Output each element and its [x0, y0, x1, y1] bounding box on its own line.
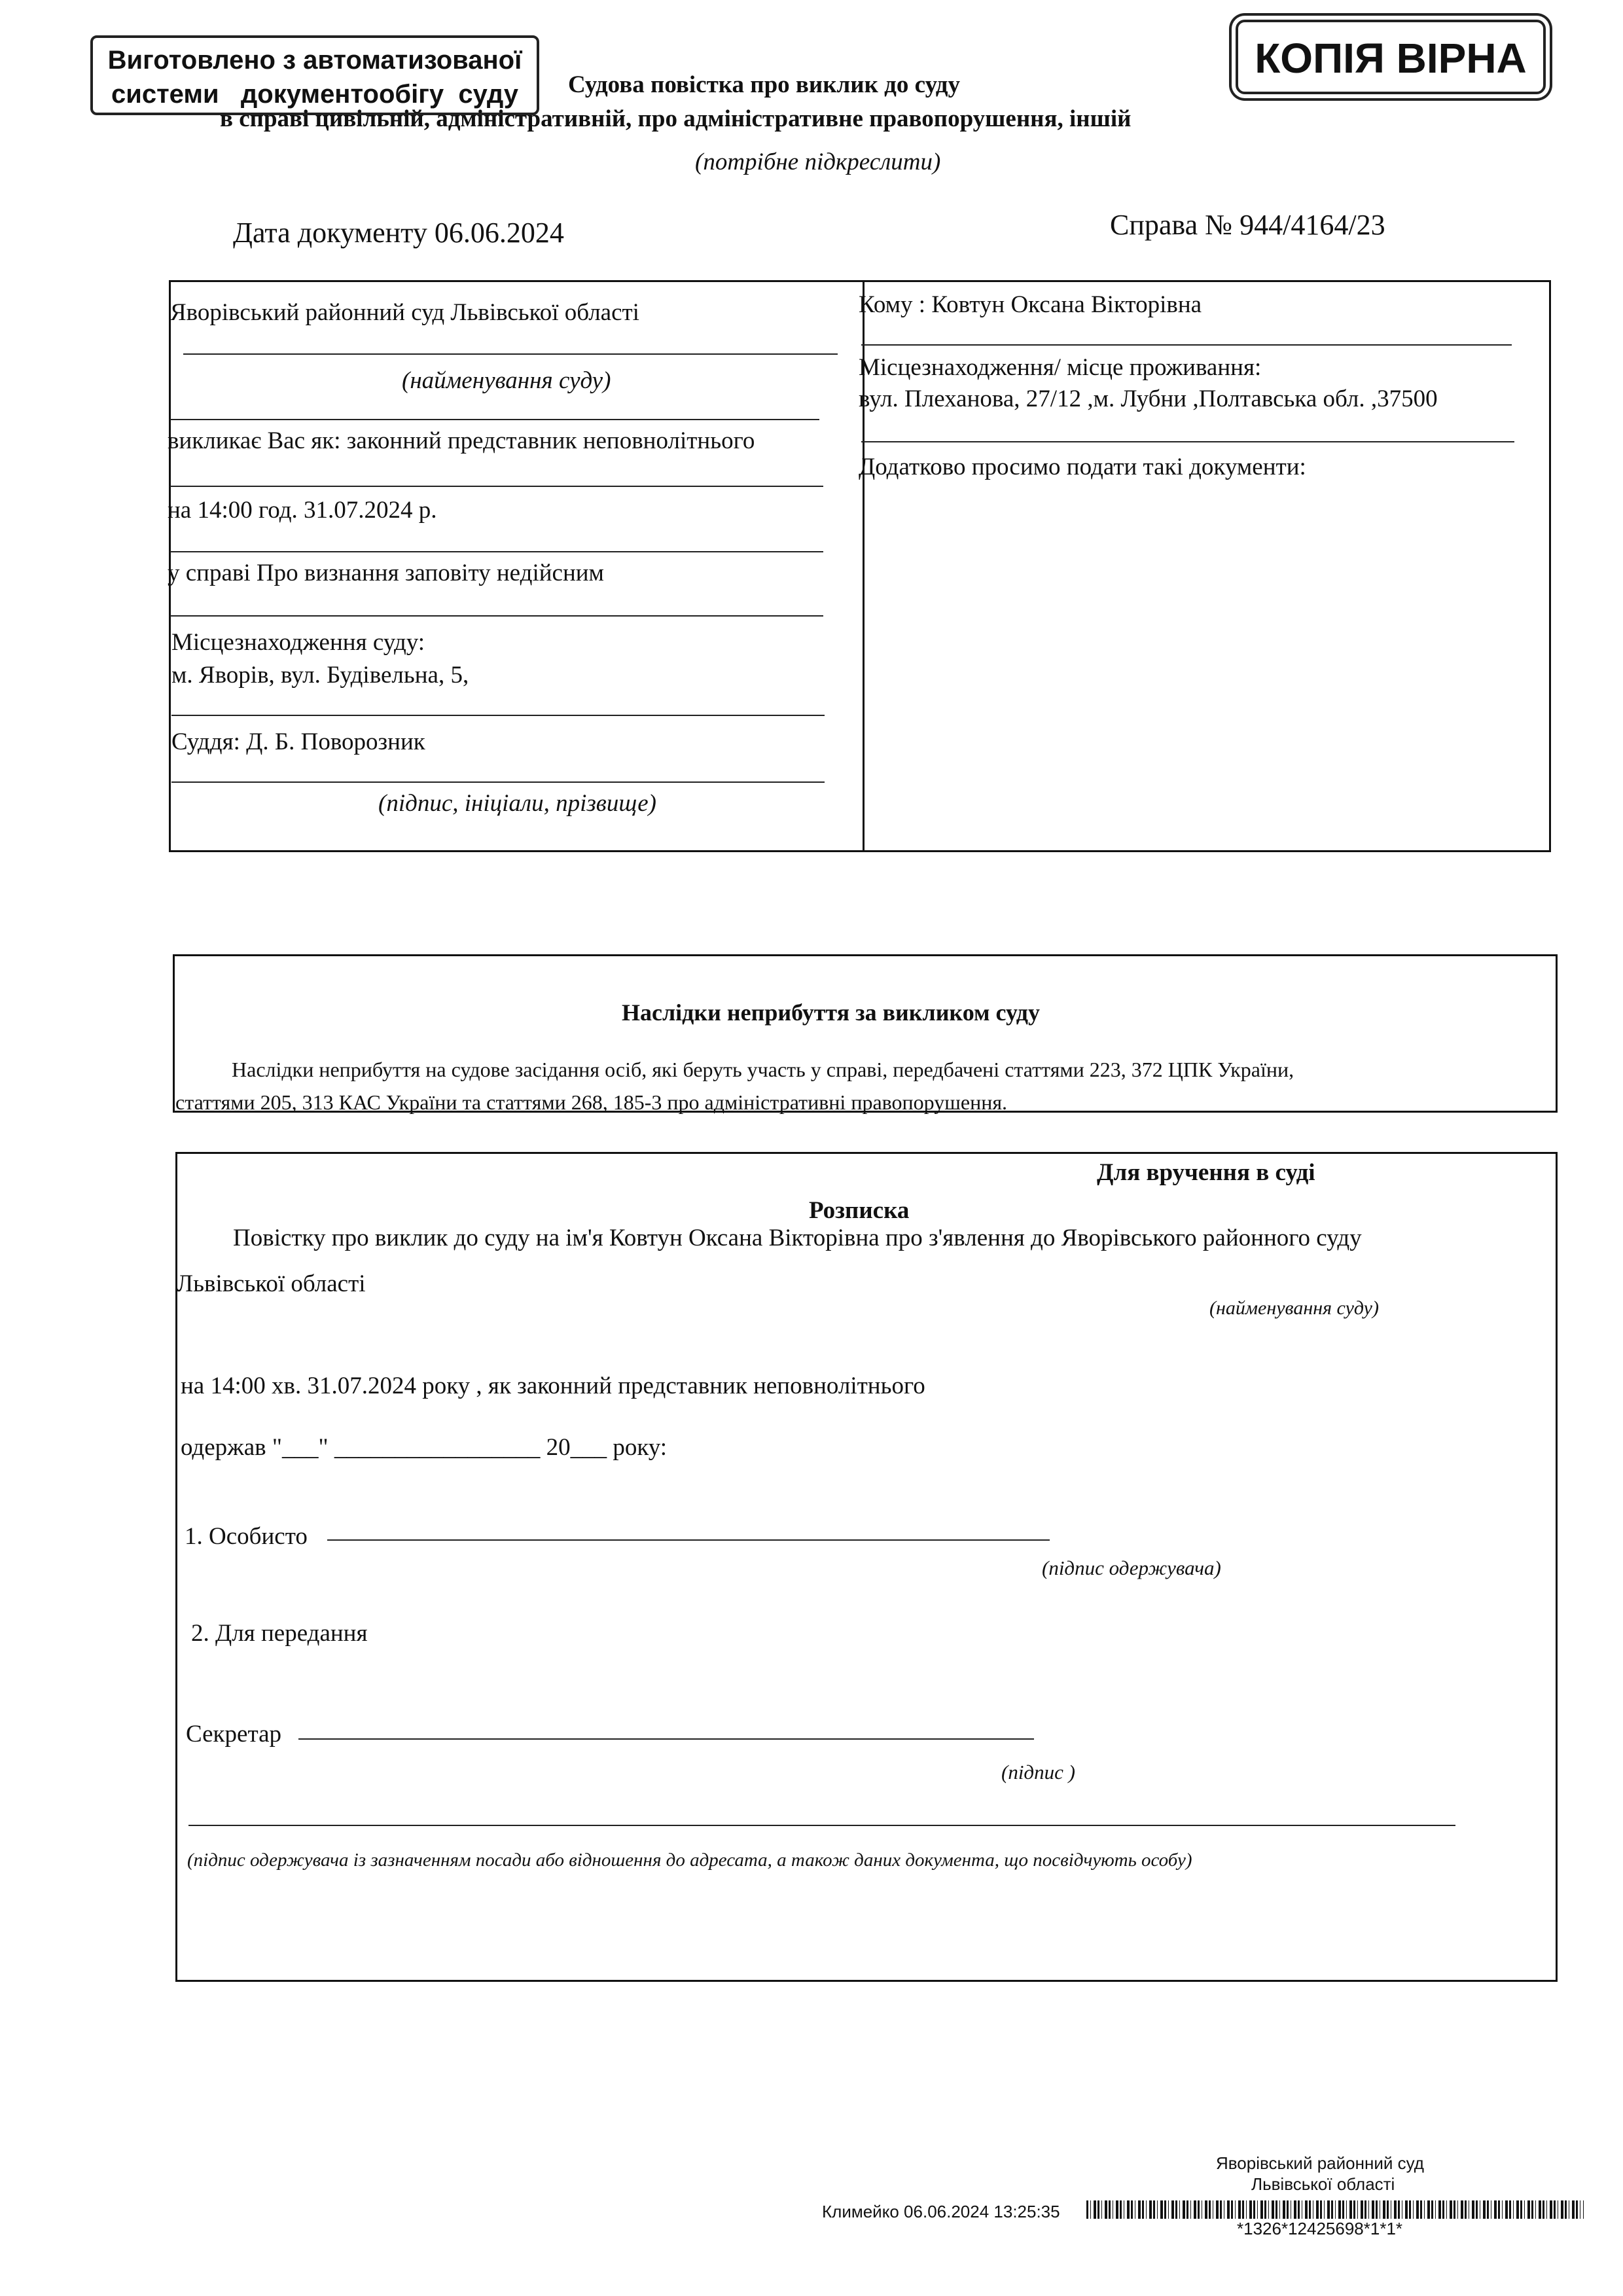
barcode-text: *1326*12425698*1*1* [1237, 2219, 1403, 2238]
court-location-value: м. Яворів, вул. Будівельна, 5, [171, 662, 469, 689]
court-name: Яворівський районний суд Львівської області [170, 299, 639, 326]
consequences-heading: Наслідки неприбуття за викликом суду [622, 999, 1040, 1026]
receipt-heading: Розписка [809, 1197, 910, 1224]
residence-label: Місцезнаходження/ місце проживання: [859, 354, 1262, 381]
received-date-line: одержав "___" _________________ 20___ року: [181, 1434, 668, 1461]
document-title: Судова повістка про виклик до суду [568, 71, 960, 98]
personally-label: 1. Особисто [185, 1523, 308, 1550]
receipt-time-line: на 14:00 хв. 31.07.2024 року , як законний представник неповнолітнього [181, 1372, 925, 1399]
court-name-caption: (найменування суду) [402, 367, 611, 394]
automated-system-stamp [90, 35, 539, 115]
receipt-text-line2: Львівської області [177, 1270, 366, 1297]
judge-name: Суддя: Д. Б. Поворозник [171, 728, 425, 755]
document-subtitle: в справі цивільній, адміністративній, про адміністративне правопорушення, іншій [220, 105, 1132, 132]
footer-court-line2: Львівської області [1251, 2174, 1395, 2194]
summons-role: викликає Вас як: законний представник неповнолітнього [168, 427, 755, 454]
footer-court-line1: Яворівський районний суд [1216, 2153, 1424, 2173]
auto-stamp-line1: Виготовлено з автоматизованої [107, 46, 522, 75]
identity-signature-caption: (підпис одержувача із зазначенням посади або відношення до адресата, а також даних документа, що посвідчують особу) [187, 1850, 1192, 1871]
certified-copy-stamp: КОПІЯ ВІРНА [1236, 20, 1546, 94]
case-subject: у справі Про визнання заповіту недійсним [168, 560, 604, 586]
hearing-time: на 14:00 год. 31.07.2024 р. [168, 497, 437, 524]
secretary-signature-caption: (підпис ) [1001, 1761, 1075, 1784]
recipient-signature-caption: (підпис одержувача) [1042, 1556, 1221, 1579]
receipt-text-line1: Повістку про виклик до суду на ім'я Ковтун Оксана Вікторівна про з'явлення до Яворівського районного суду [233, 1225, 1362, 1251]
auto-stamp-line2: системи документообігу суду [111, 80, 518, 109]
for-court-delivery: Для вручення в суді [1097, 1159, 1315, 1186]
receipt-court-caption: (найменування суду) [1209, 1297, 1379, 1319]
barcode [1086, 2200, 1584, 2219]
consequences-text-line1: Наслідки неприбуття на судове засідання осіб, які беруть участь у справі, передбачені статтями 223, 372 ЦПК України, [232, 1058, 1294, 1081]
for-transfer-label: 2. Для передання [191, 1620, 368, 1647]
case-number: Справа № 944/4164/23 [1110, 209, 1385, 241]
document-date: Дата документу 06.06.2024 [233, 217, 564, 249]
documents-request: Додатково просимо подати такі документи: [859, 454, 1306, 480]
recipient-name: Кому : Ковтун Оксана Вікторівна [859, 291, 1202, 318]
clerk-timestamp: Климейко 06.06.2024 13:25:35 [822, 2202, 1060, 2221]
consequences-text-line2: статтями 205, 313 КАС України та статтями 268, 185-3 про адміністративні правопорушення. [175, 1090, 1008, 1114]
title-note: (потрібне підкреслити) [695, 149, 941, 175]
secretary-label: Секретар [186, 1721, 281, 1748]
court-location-label: Місцезнаходження суду: [171, 629, 425, 656]
judge-caption: (підпис, ініціали, прізвище) [378, 790, 656, 817]
consequences-box [173, 954, 1558, 1113]
residence-value: вул. Плеханова, 27/12 ,м. Лубни ,Полтавська обл. ,37500 [859, 386, 1438, 412]
